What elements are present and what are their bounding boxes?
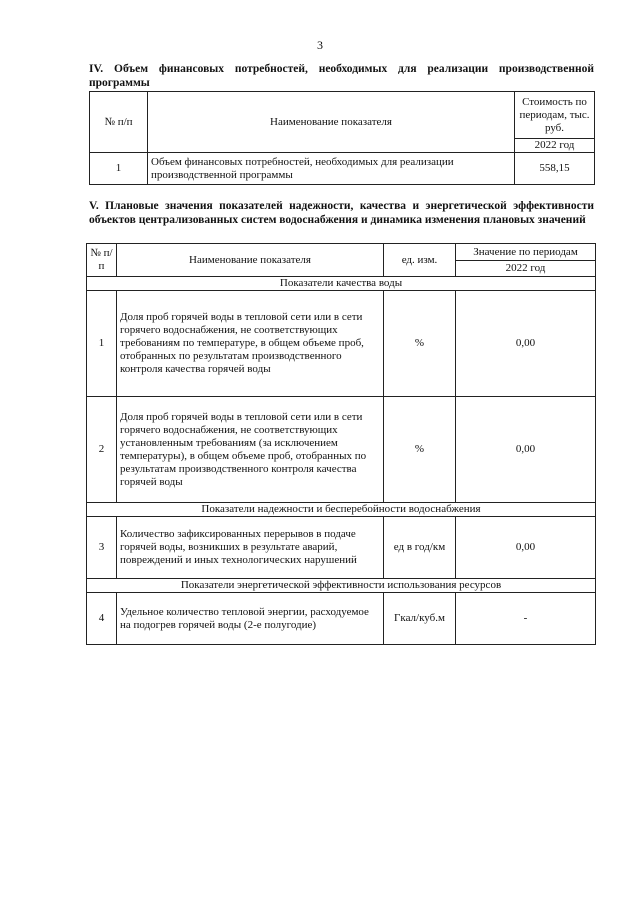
table-row	[87, 593, 596, 645]
row-name: Объем финансовых потребностей, необходимых для реализации производственной программы	[148, 153, 515, 185]
page-number: 3	[317, 38, 323, 52]
col-header-unit: ед. изм.	[384, 244, 456, 277]
indicators-table	[86, 243, 596, 645]
row-value: 0,00	[456, 397, 596, 503]
col-header-value: Значение по периодам	[456, 244, 596, 261]
col-header-year: 2022 год	[456, 261, 596, 277]
col-header-no: № п/п	[90, 92, 148, 153]
row-name: Доля проб горячей воды в тепловой сети или в сети горячего водоснабжения, не соответствующих требованиям по температуре, в общем объеме проб, отобранных по результатам производственного контроля качества горячей воды	[117, 291, 384, 397]
group-row	[87, 277, 596, 291]
col-header-name: Наименование показателя	[117, 244, 384, 277]
row-name: Удельное количество тепловой энергии, расходуемое на подогрев горячей воды (2-е полугодие)	[117, 593, 384, 645]
row-unit: Гкал/куб.м	[384, 593, 456, 645]
row-name: Доля проб горячей воды в тепловой сети или в сети горячего водоснабжения, не соответствующих установленным требованиям (за исключением температуры), в общем объеме проб, отобранных по результатам производственного контроля качества горячей воды	[117, 397, 384, 503]
group-title: Показатели энергетической эффективности использования ресурсов	[87, 579, 596, 593]
group-title: Показатели качества воды	[87, 277, 596, 291]
row-value: -	[456, 593, 596, 645]
group-title: Показатели надежности и бесперебойности водоснабжения	[87, 503, 596, 517]
row-name: Количество зафиксированных перерывов в подаче горячей воды, возникших в результате аварий, повреждений и иных технологических нарушений	[117, 517, 384, 579]
row-unit: ед в год/км	[384, 517, 456, 579]
row-number: 3	[87, 517, 117, 579]
table-row	[87, 291, 596, 397]
row-value: 0,00	[456, 517, 596, 579]
section-5-heading: V. Плановые значения показателей надежности, качества и энергетической эффективности объектов централизованных систем водоснабжения и динамика изменения плановых значений	[89, 200, 594, 226]
row-unit: %	[384, 291, 456, 397]
table-row	[87, 397, 596, 503]
col-header-year: 2022 год	[515, 139, 595, 153]
group-row	[87, 503, 596, 517]
row-number: 1	[90, 153, 148, 185]
row-value: 0,00	[456, 291, 596, 397]
section-4-heading: IV. Объем финансовых потребностей, необходимых для реализации производственной программы	[89, 63, 594, 89]
table-row	[90, 153, 595, 185]
table-row	[87, 517, 596, 579]
row-unit: %	[384, 397, 456, 503]
col-header-no: № п/п	[87, 244, 117, 277]
col-header-name: Наименование показателя	[148, 92, 515, 153]
group-row	[87, 579, 596, 593]
row-number: 1	[87, 291, 117, 397]
row-value: 558,15	[515, 153, 595, 185]
row-number: 2	[87, 397, 117, 503]
col-header-cost: Стоимость по периодам, тыс. руб.	[515, 92, 595, 139]
row-number: 4	[87, 593, 117, 645]
financial-needs-table	[89, 91, 595, 185]
